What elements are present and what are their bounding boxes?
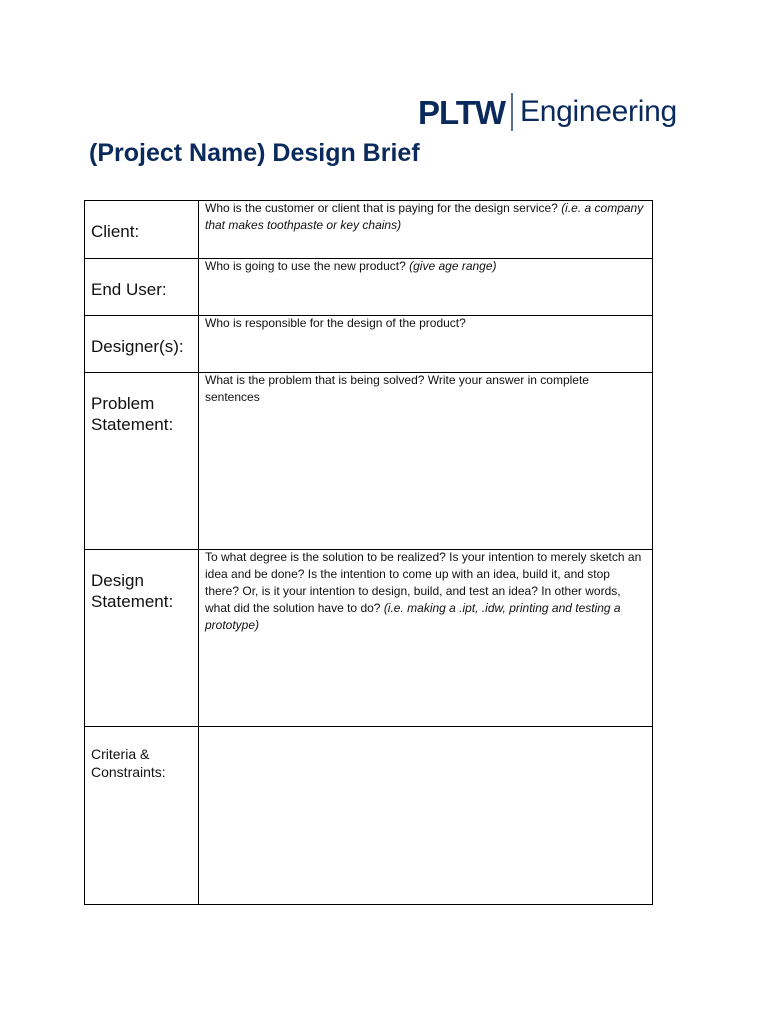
logo-division: Engineering [520, 95, 677, 128]
row-label-design-statement [85, 550, 198, 612]
prompt-example: (i.e. a company that makes toothpaste or key chains) [205, 201, 644, 232]
prompt-text: To what degree is the solution to be realized? Is your intention to merely sketch an idea and be done? Is the intention to come up with an idea, build it, and stop there? Or, is it your intention to design, build, and test an idea? In other words, what did the solution have to do? [205, 550, 642, 615]
prompt-client [199, 200, 652, 234]
label-line: Criteria & [91, 746, 150, 762]
answer-cell-designers[interactable] [199, 316, 653, 373]
answer-cell-client[interactable] [199, 201, 653, 259]
label-cell [85, 201, 199, 259]
row-label-client: Client: [91, 222, 140, 241]
label-cell [85, 550, 199, 727]
prompt-end-user [199, 258, 652, 275]
table-row-client [85, 201, 653, 259]
table-row-criteria-constraints [85, 727, 653, 905]
label-cell [85, 316, 199, 373]
label-cell [85, 259, 199, 316]
label-cell [85, 373, 199, 550]
answer-cell-problem-statement[interactable] [199, 373, 653, 550]
row-label-problem-statement [85, 373, 198, 435]
row-label-end-user: End User: [91, 280, 167, 299]
row-label-designers: Designer(s): [91, 337, 184, 356]
prompt-problem-statement: What is the problem that is being solved? Write your answer in complete sentences [205, 373, 589, 404]
table-row-problem-statement [85, 373, 653, 550]
table-row-designers [85, 316, 653, 373]
label-cell [85, 727, 199, 905]
table-row-end-user [85, 259, 653, 316]
label-line: Constraints: [91, 764, 166, 780]
pltw-engineering-logo [418, 92, 677, 132]
label-line: Statement: [91, 592, 174, 611]
prompt-example: (give age range) [409, 259, 497, 273]
prompt-design-statement [199, 549, 652, 634]
prompt-example: (i.e. making a .ipt, .idw, printing and testing a prototype) [205, 601, 621, 632]
design-brief-table [84, 200, 653, 905]
page-title: (Project Name) Design Brief [89, 139, 420, 167]
answer-cell-criteria-constraints[interactable] [199, 727, 653, 905]
answer-cell-design-statement[interactable] [199, 550, 653, 727]
label-line: Problem [91, 394, 155, 413]
label-line: Design [91, 571, 144, 590]
answer-cell-end-user[interactable] [199, 259, 653, 316]
logo-divider [511, 93, 513, 131]
label-line: Statement: [91, 415, 174, 434]
table-row-design-statement [85, 550, 653, 727]
row-label-criteria-constraints [85, 727, 198, 781]
prompt-designers: Who is responsible for the design of the product? [205, 316, 466, 330]
logo-brand: PLTW [418, 93, 506, 131]
prompt-text: Who is going to use the new product? [205, 259, 406, 273]
prompt-text: Who is the customer or client that is paying for the design service? [205, 201, 558, 215]
